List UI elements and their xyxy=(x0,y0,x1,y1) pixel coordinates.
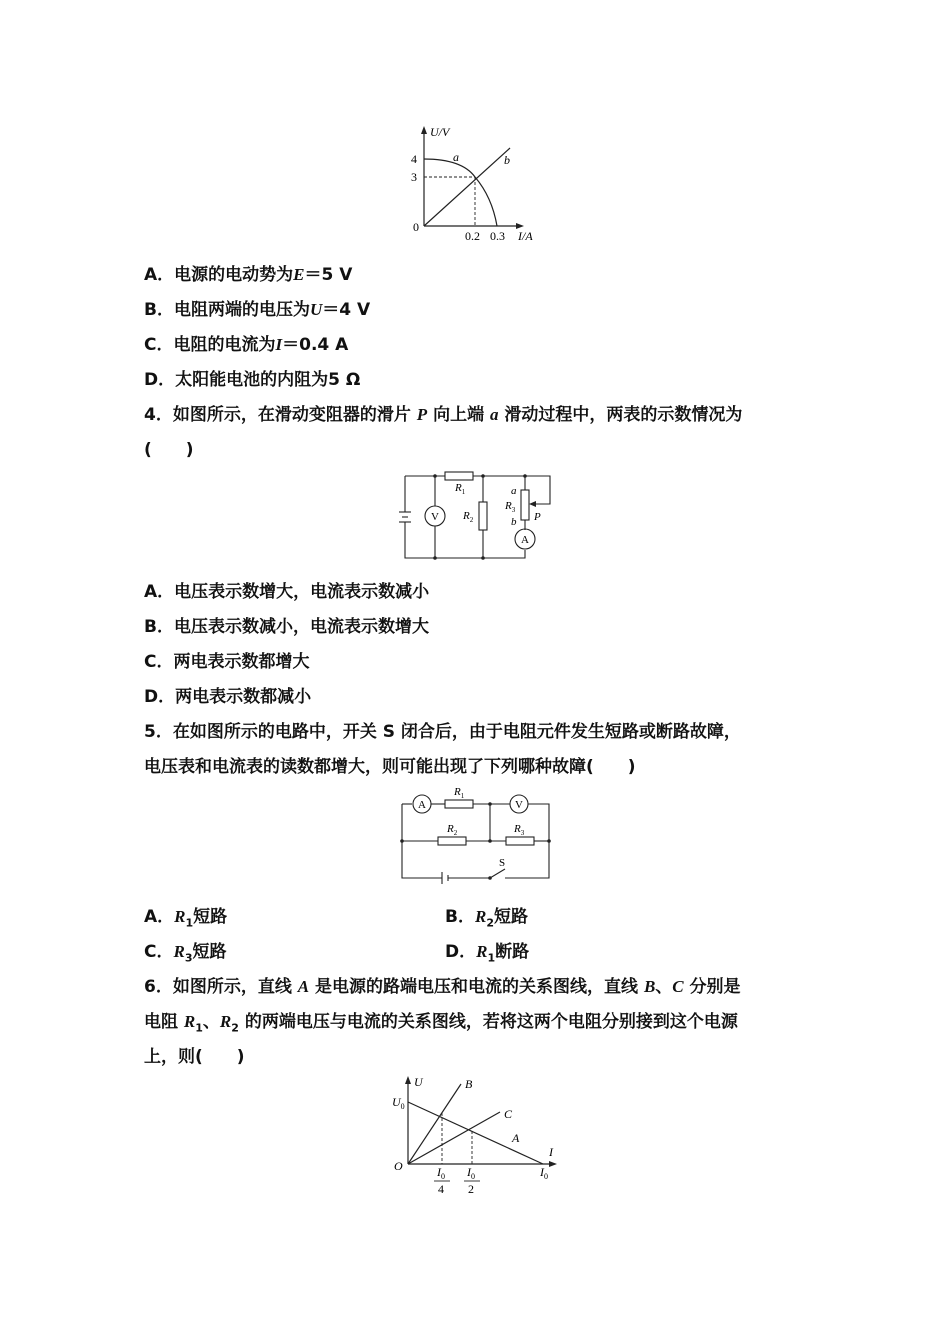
figure-u-i-graph xyxy=(400,122,550,247)
line-b-label: b xyxy=(504,153,510,167)
x-tick-0.3: 0.3 xyxy=(490,229,505,243)
r1-label: $R_1$ xyxy=(455,482,466,496)
ammeter-label: A xyxy=(521,534,529,546)
r2-label: $R_2$ xyxy=(463,510,474,524)
r2-label: $R_2$ xyxy=(447,823,458,837)
curve-a-label: a xyxy=(453,150,459,164)
q4-stem: 4．如图所示，在滑动变阻器的滑片 P 向上端 a 滑动过程中，两表的示数情况为 xyxy=(144,405,743,425)
q3-option-d[interactable]: D．太阳能电池的内阻为5 Ω xyxy=(144,370,361,390)
i0-over-4-den: 4 xyxy=(438,1182,444,1196)
q5-option-d[interactable]: D．$R_1$断路 xyxy=(445,942,530,965)
y-tick-3: 3 xyxy=(411,170,417,184)
q6-stem-line1: 6．如图所示，直线 A 是电源的路端电压和电流的关系图线，直线 B、C 分别是 xyxy=(144,977,741,997)
i0-end-label: $I_0$ xyxy=(540,1165,548,1181)
figure-circuit-switch xyxy=(392,786,557,886)
u0-label: $U_0$ xyxy=(392,1095,405,1111)
q5-stem-line2: 电压表和电流表的读数都增大，则可能出现了下列哪种故障( ) xyxy=(144,757,636,777)
q4-option-b[interactable]: B．电压表示数减小，电流表示数增大 xyxy=(144,617,429,637)
q5-option-a[interactable]: A．$R_1$短路 xyxy=(144,907,228,930)
y-axis-label: U/V xyxy=(430,125,450,139)
q6-stem-line3: 上，则( ) xyxy=(144,1047,245,1067)
line-a-label: A xyxy=(512,1131,520,1145)
origin-label: O xyxy=(394,1159,403,1173)
q3-option-a[interactable]: A．电源的电动势为E＝5 V xyxy=(144,265,353,285)
q6-stem-line2: 电阻 $R_1$、$R_2$ 的两端电压与电流的关系图线，若将这两个电阻分别接到这个电源 xyxy=(144,1012,738,1035)
voltmeter-label: V xyxy=(431,511,439,523)
q3-option-b[interactable]: B．电阻两端的电压为U＝4 V xyxy=(144,300,371,320)
slider-p-label: P xyxy=(534,511,541,523)
r3-label: $R_3$ xyxy=(514,823,525,837)
i0-over-2-den: 2 xyxy=(468,1182,474,1196)
i0-over-4-num: $I_0$ xyxy=(437,1165,445,1181)
q5-stem-line1: 5．在如图所示的电路中，开关 S 闭合后，由于电阻元件发生短路或断路故障， xyxy=(144,722,741,742)
switch-s-label: S xyxy=(499,857,506,869)
terminal-b-label: b xyxy=(511,516,517,528)
q4-option-c[interactable]: C．两电表示数都增大 xyxy=(144,652,310,672)
figure-circuit-rheostat xyxy=(395,466,560,562)
ammeter-label: A xyxy=(418,799,426,811)
terminal-a-label: a xyxy=(511,485,517,497)
r3-label: $R_3$ xyxy=(505,500,516,514)
line-c-label: C xyxy=(504,1107,513,1121)
y-tick-4: 4 xyxy=(411,152,417,166)
q5-option-c[interactable]: C．$R_3$短路 xyxy=(144,942,227,965)
r1-label: $R_1$ xyxy=(454,786,465,800)
i0-over-2-num: $I_0$ xyxy=(467,1165,475,1181)
voltmeter-label: V xyxy=(515,799,523,811)
q3-option-c[interactable]: C．电阻的电流为I＝0.4 A xyxy=(144,335,349,355)
x-tick-0.2: 0.2 xyxy=(465,229,480,243)
u-axis-label: U xyxy=(414,1075,423,1089)
q5-option-b[interactable]: B．$R_2$短路 xyxy=(445,907,528,930)
figure-u-i-lines xyxy=(388,1072,568,1197)
q4-option-d[interactable]: D．两电表示数都减小 xyxy=(144,687,312,707)
line-b-label: B xyxy=(465,1077,473,1091)
x-axis-label: I/A xyxy=(518,229,533,243)
i-axis-label: I xyxy=(549,1145,553,1159)
q4-answer-paren: ( ) xyxy=(144,440,194,460)
origin-label: 0 xyxy=(413,220,419,234)
q4-option-a[interactable]: A．电压表示数增大，电流表示数减小 xyxy=(144,582,430,602)
